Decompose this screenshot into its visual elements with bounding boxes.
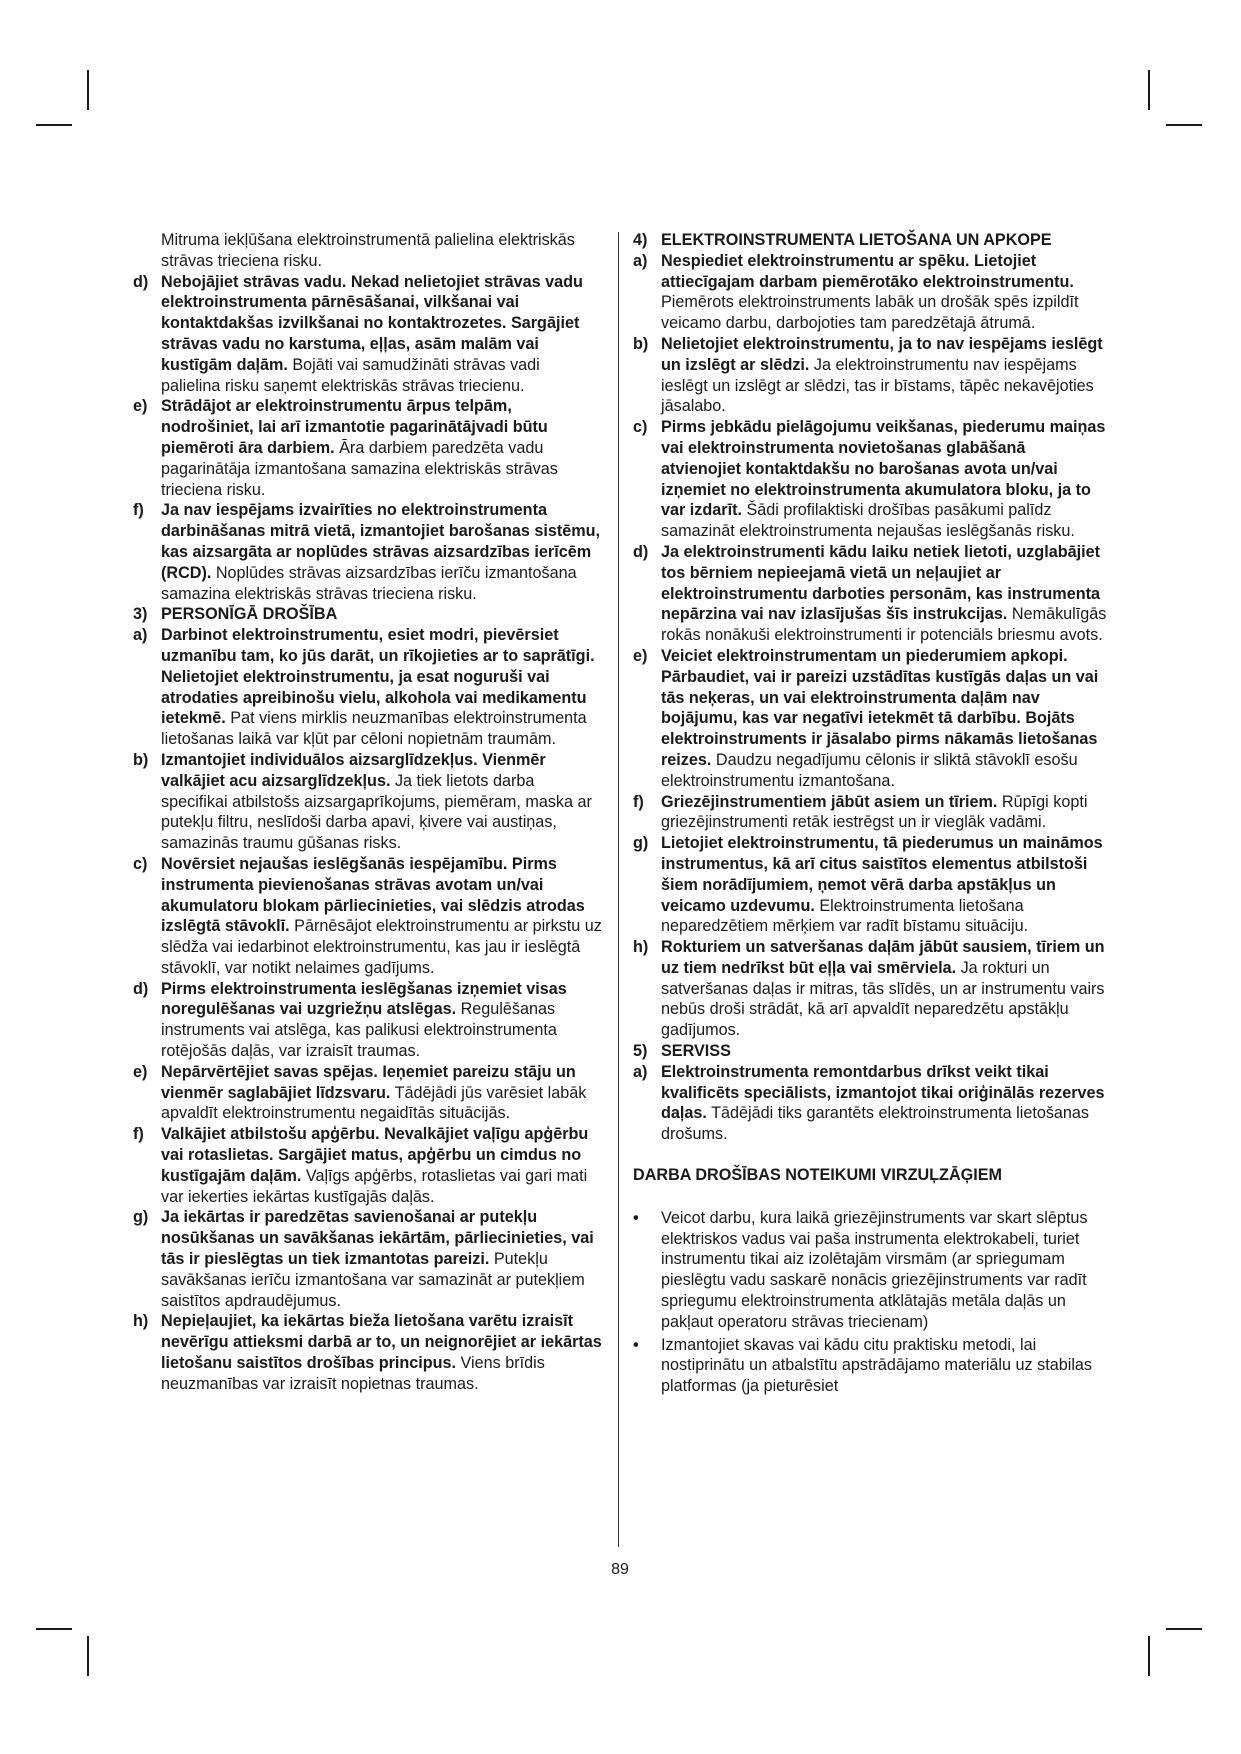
bullet-icon: • [633,1335,639,1354]
item-bold-text: Nepārvērtējiet savas spējas. Ieņemiet pareizu stāju un vienmēr saglabājiet līdzsvaru. [161,1062,576,1102]
item-text: Tādējādi jūs varēsiet labāk apvaldīt elektroinstrumentu negaidītās situācijās. [161,1083,587,1123]
item-bold-text: Elektroinstrumenta remontdarbus drīkst veikt tikai kvalificēts speciālists, izmantojot tikai oriģinālās rezerves daļas. [661,1062,1105,1123]
item-label: g) [133,1208,149,1227]
list-item [133,1062,603,1124]
right-column [633,230,1108,1397]
section-number: 4) [633,231,648,249]
list-item [133,750,603,854]
item-bold-text: Ja iekārtas ir paredzētas savienošanai ar putekļu nosūkšanas un savākšanas iekārtām, pārliecinieties, vai tās ir pieslēgtas un tiek izmantotas pareizi. [161,1208,594,1269]
crop-mark-bottom-right-horizontal [1166,1628,1202,1630]
list-item [133,396,603,500]
left-column [133,230,603,1395]
item-bold-text: Nespiediet elektroinstrumentu ar spēku. Lietojiet attiecīgajam darbam piemērotāko elektroinstrumentu. [661,251,1074,291]
list-item [133,854,603,979]
list-item [633,833,1108,937]
list-item [133,272,603,397]
item-label: e) [633,646,648,665]
crop-mark-bottom-left-horizontal [36,1628,72,1630]
section-title: PERSONĪGĀ DROŠĪBA [161,605,338,624]
item-bold-text: Lietojiet elektroinstrumentu, tā piederumus un maināmos instrumentus, kā arī citus saistītos elementus atbilstoši šiem norādījumiem, ņemot vērā darba apstākļus un veicamo uzdevumu. [661,834,1103,915]
item-label: a) [633,251,648,270]
item-label: h) [133,1312,149,1331]
item-bold-text: Ja elektroinstrumenti kādu laiku netiek lietoti, uzglabājiet tos bērniem nepieejamā vietā un neļaujiet ar elektroinstrumentu darboties personām, kas instrumenta nepārzina vai nav izlasījušas šīs instrukcijas. [661,542,1100,624]
section-title: SERVISS [661,1042,731,1061]
item-bold-text: Darbinot elektroinstrumentu, esiet modri, pievērsiet uzmanību tam, ko jūs darāt, un rīkojieties ar to saprātīgi. Nelietojiet elektroinstrumentu, ja esat noguruši vai atrodaties apreibinošu vielu, alkohola vai medikamentu ietekmē. [161,626,595,728]
section-heading-personal-safety [133,604,603,625]
item-text: Āra darbiem paredzēta vadu pagarinātāja izmantošana samazina elektriskās strāvas trieciena risku. [161,438,558,499]
item-bold-text: Strādājot ar elektroinstrumentu ārpus telpām, nodrošiniet, lai arī izmantotie pagarinātājvadi būtu piemēroti āra darbiem. [161,397,548,457]
crop-mark-top-left-horizontal [36,124,72,126]
item-bold-text: Rokturiem un satveršanas daļām jābūt sausiem, tīriem un uz tiem nedrīkst būt eļļa vai smērviela. [661,938,1105,977]
section-title: ELEKTROINSTRUMENTA LIETOŠANA UN APKOPE [661,231,1052,249]
crop-mark-bottom-right-vertical [1148,1636,1150,1676]
item-label: e) [133,1062,148,1081]
bullet-item [633,1335,1108,1397]
item-label: c) [133,854,148,873]
item-text: Noplūdes strāvas aizsardzības ierīču izmantošana samazina elektriskās strāvas trieciena risku. [161,563,577,603]
list-item [633,334,1108,417]
bullet-icon: • [633,1208,639,1227]
item-text: Daudzu negadījumu cēlonis ir sliktā stāvoklī esošu elektroinstrumentu izmantošana. [661,750,1078,790]
item-bold-text: Pirms elektroinstrumenta ieslēgšanas izņemiet visas noregulēšanas vai uzgriežņu atslēgas. [161,979,567,1019]
section-heading-service [633,1041,1108,1062]
item-bold-text: Nebojājiet strāvas vadu. Nekad nelietojiet strāvas vadu elektroinstrumenta pārnēsāšanai, vilkšanai vai kontaktdakšas izvilkšanai no kontaktrozetes. Sargājiet strāvas vadu no karstuma, eļļas, asām malām vai kustīgām daļām. [161,272,583,374]
intro-paragraph: Mitruma iekļūšana elektroinstrumentā palielina elektriskās strāvas trieciena risku. [161,231,575,270]
list-item [633,417,1108,542]
item-text: Viens brīdis neuzmanības var izraisīt nopietnas traumas. [161,1354,545,1393]
item-bold-text: Ja nav iespējams izvairīties no elektroinstrumenta darbināšanas mitrā vietā, izmantojiet barošanas sistēmu, kas aizsargāta ar noplūdes strāvas aizsardzības ierīcēm (RCD). [161,501,601,582]
item-text: (ja pieturēsiet [736,1377,839,1396]
item-bold-text: Nepieļaujiet, ka iekārtas bieža lietošana varētu izraisīt nevērīgu attieksmi darbā ar to, un neignorējiet ar iekārtas lietošanu saistītos drošības principus. [161,1312,602,1373]
list-item [133,500,603,604]
crop-mark-bottom-left-vertical [87,1636,89,1676]
list-item [133,1124,603,1207]
item-text: Ja rokturi un satveršanas daļas ir mitras, tās slīdēs, un ar instrumentu vairs nebūs droši strādāt, kā arī apvaldīt neparedzētu apstākļu gadījumos. [661,958,1105,1040]
crop-mark-top-right-vertical [1148,70,1150,110]
list-item [633,646,1108,792]
item-text: Piemērots elektroinstruments labāk un drošāk spēs izpildīt veicamo darbu, darbojoties tam paredzētajā ātrumā. [661,293,1079,333]
item-text: Šādi profilaktiski drošības pasākumi palīdz samazināt elektroinstrumenta nejaušas ieslēgšanās risku. [661,501,1075,541]
column-divider [618,232,619,1547]
crop-mark-top-left-vertical [87,70,89,110]
item-label: f) [633,792,644,811]
item-label: d) [133,272,149,291]
item-text: Ja elektroinstrumentu nav iespējams ieslēgt un izslēgt ar slēdzi, tas ir bīstams, tāpēc nekavējoties jāsalabo. [661,355,1094,416]
crop-mark-top-right-horizontal [1166,124,1202,126]
item-label: h) [633,938,649,957]
item-bold-text: Izmantojiet individuālos aizsarglīdzekļus. Vienmēr valkājiet acu aizsarglīdzekļus. [161,750,546,790]
item-text: Regulēšanas instruments vai atslēga, kas palikusi elektroinstrumenta rotējošās daļās, var izraisīt traumas. [161,1000,557,1061]
item-text: Pat viens mirklis neuzmanības elektroinstrumenta lietošanas laikā var kļūt par cēloni nopietnām traumām. [161,709,587,749]
item-bold-text: Veiciet elektroinstrumentam un piederumiem apkopi. Pārbaudiet, vai ir pareizi uzstādītas kustīgās daļas un vai tās neķeras, un vai elektroinstrumenta daļām nav bojājumu, kas var negatīvi ietekmēt tā darbību. Bojāts elektroinstruments ir jāsalabo pirms nākamās lietošanas reizes. [661,646,1099,769]
list-item [133,625,603,750]
bullet-item [633,1208,1108,1333]
list-item [133,1311,603,1394]
item-label: g) [633,834,649,853]
jigsaw-safety-heading: DARBA DROŠĪBAS NOTEIKUMI VIRZUĻZĀĢIEM [633,1166,1003,1185]
list-item [133,1207,603,1311]
item-label: b) [633,334,649,353]
section-heading-tool-use-and-care [633,230,1108,251]
section-number: 3) [133,605,148,624]
item-label: a) [633,1062,648,1081]
item-label: b) [133,750,149,769]
item-text: Rūpīgi kopti griezējinstrumenti retāk iestrēgst un ir vieglāk vadāmi. [661,792,1088,832]
list-item [633,1062,1108,1145]
item-label: f) [133,1125,144,1144]
item-bold-text: Novērsiet nejaušas ieslēgšanās iespējamību. Pirms instrumenta pievienošanas strāvas avotam un/vai akumulatoru blokam pārliecinieties, vai slēdzis atrodas izslēgtā stāvoklī. [161,854,585,936]
list-item [633,542,1108,646]
list-item [633,937,1108,1041]
page-number: 89 [611,1561,629,1578]
item-label: c) [633,418,648,437]
item-label: a) [133,626,148,645]
section-number: 5) [633,1042,648,1061]
item-text: Nemākulīgās rokās nonākuši elektroinstrumenti ir potenciāls briesmu avots. [661,605,1107,645]
item-text: Ja tiek lietots darba specifikai atbilstošs aizsargaprīkojums, piemēram, maska ar putekļu filtru, neslīdoši darba apavi, ķivere vai austiņas, samazinās traumu gūšanas risks. [161,771,592,853]
item-text: Vaļīgs apģērbs, rotaslietas vai gari mati var iekerties iekārtas kustīgajās daļās. [161,1166,588,1206]
item-text: Tādējādi tiks garantēts elektroinstrumenta lietošanas drošums. [661,1104,1090,1144]
item-bold-text: Valkājiet atbilstošu apģērbu. Nevalkājiet vaļīgu apģērbu vai rotaslietas. Sargājiet matus, apģērbu un cimdus no kustīgajām daļām. [161,1125,589,1185]
item-label: f) [133,501,144,520]
item-label: d) [633,542,649,561]
item-bold-text: Pirms jebkādu pielāgojumu veikšanas, piederumu maiņas vai elektroinstrumenta novietošanas glabāšanā atvienojiet kontaktdakšu no barošanas avota un/vai izņemiet no elektroinstrumenta akumulatora bloku, ja to var izdarīt. [661,418,1106,520]
list-item [133,979,603,1062]
item-bold-text: Izmantojiet skavas vai kādu citu praktisku metodi, lai nostiprinātu un atbalstītu apstrādājamo materiālu uz stabilas platformas [661,1335,1093,1396]
item-bold-text: Griezējinstrumentiem jābūt asiem un tīriem. [661,792,998,811]
item-text: Putekļu savākšanas ierīču izmantošana var samazināt ar putekļiem saistītos apdraudējumus. [161,1250,585,1310]
item-bold-text: Veicot darbu, kura laikā griezējinstruments var skart slēptus elektriskos vadus vai paša instrumenta elektrokabeli, turiet instrumentu tikai aiz izolētajām virsmām [661,1208,1088,1269]
item-bold-text: Nelietojiet elektroinstrumentu, ja to nav iespējams ieslēgt un izslēgt ar slēdzi. [661,334,1103,374]
item-text: Pārnēsājot elektroinstrumentu ar pirkstu uz slēdža vai iedarbinot elektroinstrumentu, kas jau ir ieslēgtā stāvoklī, var notikt nelaimes gadījums. [161,917,602,977]
item-label: e) [133,397,148,416]
list-item [633,792,1108,834]
item-label: d) [133,979,149,998]
list-item [633,251,1108,334]
item-text: Bojāti vai samudžināti strāvas vadi palielina risku saņemt elektriskās strāvas triecienu. [161,355,540,395]
item-text: (ar spriegumam pieslēgtu vadu saskarē nonācis griezējinstruments var radīt spriegumu elektroinstrumenta atklātajās metāla daļās un pakļaut operatoru strāvas triecienam) [661,1250,1087,1331]
item-text: Elektroinstrumenta lietošana neparedzētiem mērķiem var radīt bīstamu situāciju. [661,896,1029,936]
